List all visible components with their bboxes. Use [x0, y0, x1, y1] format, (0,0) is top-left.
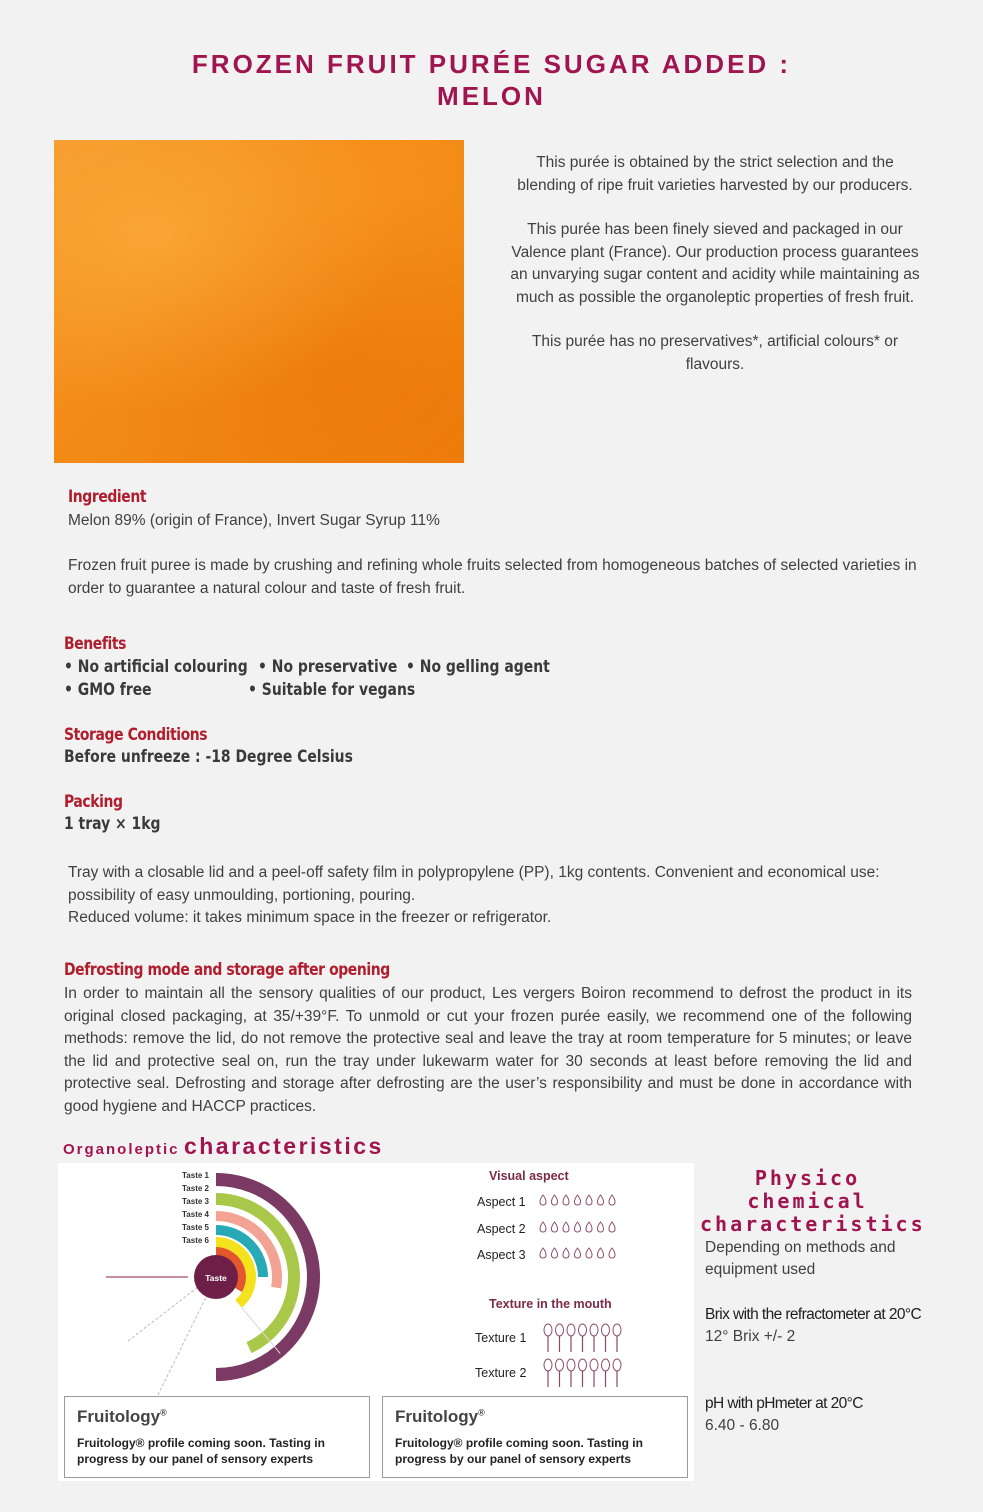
spoon-icon [567, 1359, 575, 1387]
drop-icon [540, 1195, 546, 1205]
taste-label: Taste 3 [182, 1197, 209, 1206]
taste-leader-line [128, 1287, 198, 1341]
drop-icon [609, 1248, 615, 1258]
taste-label: Taste 5 [182, 1223, 209, 1232]
spoon-icon [579, 1359, 587, 1387]
benefit-item: • No preservative [258, 657, 398, 677]
intro-paragraph-1: This purée is obtained by the strict selection and the blending of ripe fruit varieties harvested by our producers. [517, 154, 913, 194]
drop-icon [575, 1248, 581, 1258]
spoon-icon [590, 1324, 598, 1352]
spoon-icon [613, 1359, 621, 1387]
spoon-icon [567, 1324, 575, 1352]
taste-label: Taste 6 [182, 1236, 209, 1245]
texture-heading: Texture in the mouth [489, 1297, 612, 1311]
aspect-label: Aspect 2 [477, 1222, 526, 1236]
intro-text [505, 152, 925, 398]
benefit-item: • Suitable for vegans [248, 680, 416, 700]
ingredient-heading: Ingredient [68, 487, 147, 507]
spoon-icon [556, 1359, 564, 1387]
physico-heading [700, 1166, 926, 1236]
organoleptic-heading-big: characteristics [183, 1133, 384, 1159]
spoon-icon [613, 1324, 621, 1352]
product-photo [54, 140, 464, 463]
benefits-heading: Benefits [64, 634, 126, 654]
spoon-icon [602, 1324, 610, 1352]
ph-value: 6.40 - 6.80 [705, 1417, 780, 1434]
brix-value: 12° Brix +/- 2 [705, 1328, 796, 1345]
packing-description [68, 862, 918, 930]
brix-block [705, 1304, 925, 1348]
benefit-item: • No gelling agent [406, 657, 550, 677]
brix-label: Brix with the refractometer at 20°C [705, 1306, 922, 1323]
ingredient-line: Melon 89% (origin of France), Invert Sugar Syrup 11% [68, 512, 440, 529]
taste-center-label: Taste [205, 1273, 227, 1283]
fruitology-box [64, 1396, 370, 1478]
drop-icon [552, 1248, 558, 1258]
fruitology-box [382, 1396, 688, 1478]
drop-icon [540, 1248, 546, 1258]
drop-icon [598, 1195, 604, 1205]
benefit-item: • GMO free [64, 680, 152, 700]
packing-value: 1 tray × 1kg [64, 814, 161, 834]
taste-label: Taste 2 [182, 1184, 209, 1193]
page-title-line2: MELON [437, 81, 546, 111]
taste-label: Taste 1 [182, 1171, 209, 1180]
drop-icon [609, 1195, 615, 1205]
taste-label: Taste 4 [182, 1210, 209, 1219]
spoon-icon [579, 1324, 587, 1352]
drop-icon [575, 1222, 581, 1232]
visual-aspect-heading: Visual aspect [489, 1169, 569, 1183]
texture-label: Texture 2 [475, 1366, 527, 1380]
page-title [0, 48, 983, 112]
taste-leader-line [158, 1293, 208, 1395]
storage-heading: Storage Conditions [64, 725, 208, 745]
intro-paragraph-3: This purée has no preservatives*, artificial colours* or flavours. [531, 333, 899, 373]
spoon-icon [590, 1359, 598, 1387]
aspect-label: Aspect 3 [477, 1248, 526, 1262]
texture-label: Texture 1 [475, 1331, 527, 1345]
organoleptic-chart [58, 1163, 694, 1481]
packing-description-1: Tray with a closable lid and a peel-off safety film in polypropylene (PP), 1kg contents. Convenient and economical use: possibility of easy unmoulding, portioning, pouring. [68, 864, 880, 904]
physico-heading-line1: Physico chemical [747, 1166, 868, 1213]
drop-icon [575, 1195, 581, 1205]
packing-heading: Packing [64, 792, 123, 812]
intro-paragraph-2: This purée has been finely sieved and packaged in our Valence plant (France). Our production process guarantees an unvarying sugar content and acidity while maintaining as much as possible the organoleptic properties of fresh fruit. [510, 221, 920, 306]
benefit-item: • No artificial colouring [64, 657, 248, 677]
fruitology-title: Fruitology® [395, 1407, 485, 1426]
drop-icon [586, 1195, 592, 1205]
fruitology-text: Fruitology® profile coming soon. Tasting in progress by our panel of sensory experts [395, 1436, 643, 1466]
page-title-line1: FROZEN FRUIT PURÉE SUGAR ADDED : [191, 49, 792, 79]
drop-icon [552, 1222, 558, 1232]
defrosting-heading: Defrosting mode and storage after opening [64, 960, 390, 980]
fruitology-title: Fruitology® [77, 1407, 167, 1426]
fruitology-text: Fruitology® profile coming soon. Tasting in progress by our panel of sensory experts [77, 1436, 325, 1466]
physico-note: Depending on methods and equipment used [705, 1239, 896, 1278]
drop-icon [586, 1222, 592, 1232]
drop-icon [563, 1195, 569, 1205]
defrosting-text: In order to maintain all the sensory qualities of our product, Les vergers Boiron recommend to defrost the product in its original closed packaging, at 35/+39°F. To unmold or cut your frozen purée easily, we recommend one of the following methods: remove the lid, do not remove the protective seal and leave the tray at room temperature for 5 minutes; or leave the lid and protective seal on, run the tray under lukewarm water for 30 seconds at least before removing the lid and protective seal. Defrosting and storage after defrosting are the user’s responsibility and must be done in accordance with good hygiene and HACCP practices. [64, 985, 912, 1115]
drop-icon [586, 1248, 592, 1258]
packing-description-2: Reduced volume: it takes minimum space in the freezer or refrigerator. [68, 909, 552, 926]
drop-icon [552, 1195, 558, 1205]
storage-value: Before unfreeze : -18 Degree Celsius [64, 747, 353, 767]
drop-icon [598, 1222, 604, 1232]
spoon-icon [556, 1324, 564, 1352]
drop-icon [598, 1248, 604, 1258]
drop-icon [563, 1248, 569, 1258]
physico-heading-line2: characteristics [700, 1212, 926, 1236]
aspect-label: Aspect 1 [477, 1195, 526, 1209]
organoleptic-heading-small: Organoleptic [63, 1141, 180, 1158]
organoleptic-heading [63, 1133, 384, 1160]
spoon-icon [544, 1359, 552, 1387]
ingredient-description: Frozen fruit puree is made by crushing and refining whole fruits selected from homogeneous batches of selected varieties in order to guarantee a natural colour and taste of fresh fruit. [68, 557, 917, 597]
ph-block [705, 1393, 925, 1437]
spoon-icon [544, 1324, 552, 1352]
spoon-icon [602, 1359, 610, 1387]
drop-icon [563, 1222, 569, 1232]
ph-label: pH with pHmeter at 20°C [705, 1395, 863, 1412]
drop-icon [609, 1222, 615, 1232]
drop-icon [540, 1222, 546, 1232]
